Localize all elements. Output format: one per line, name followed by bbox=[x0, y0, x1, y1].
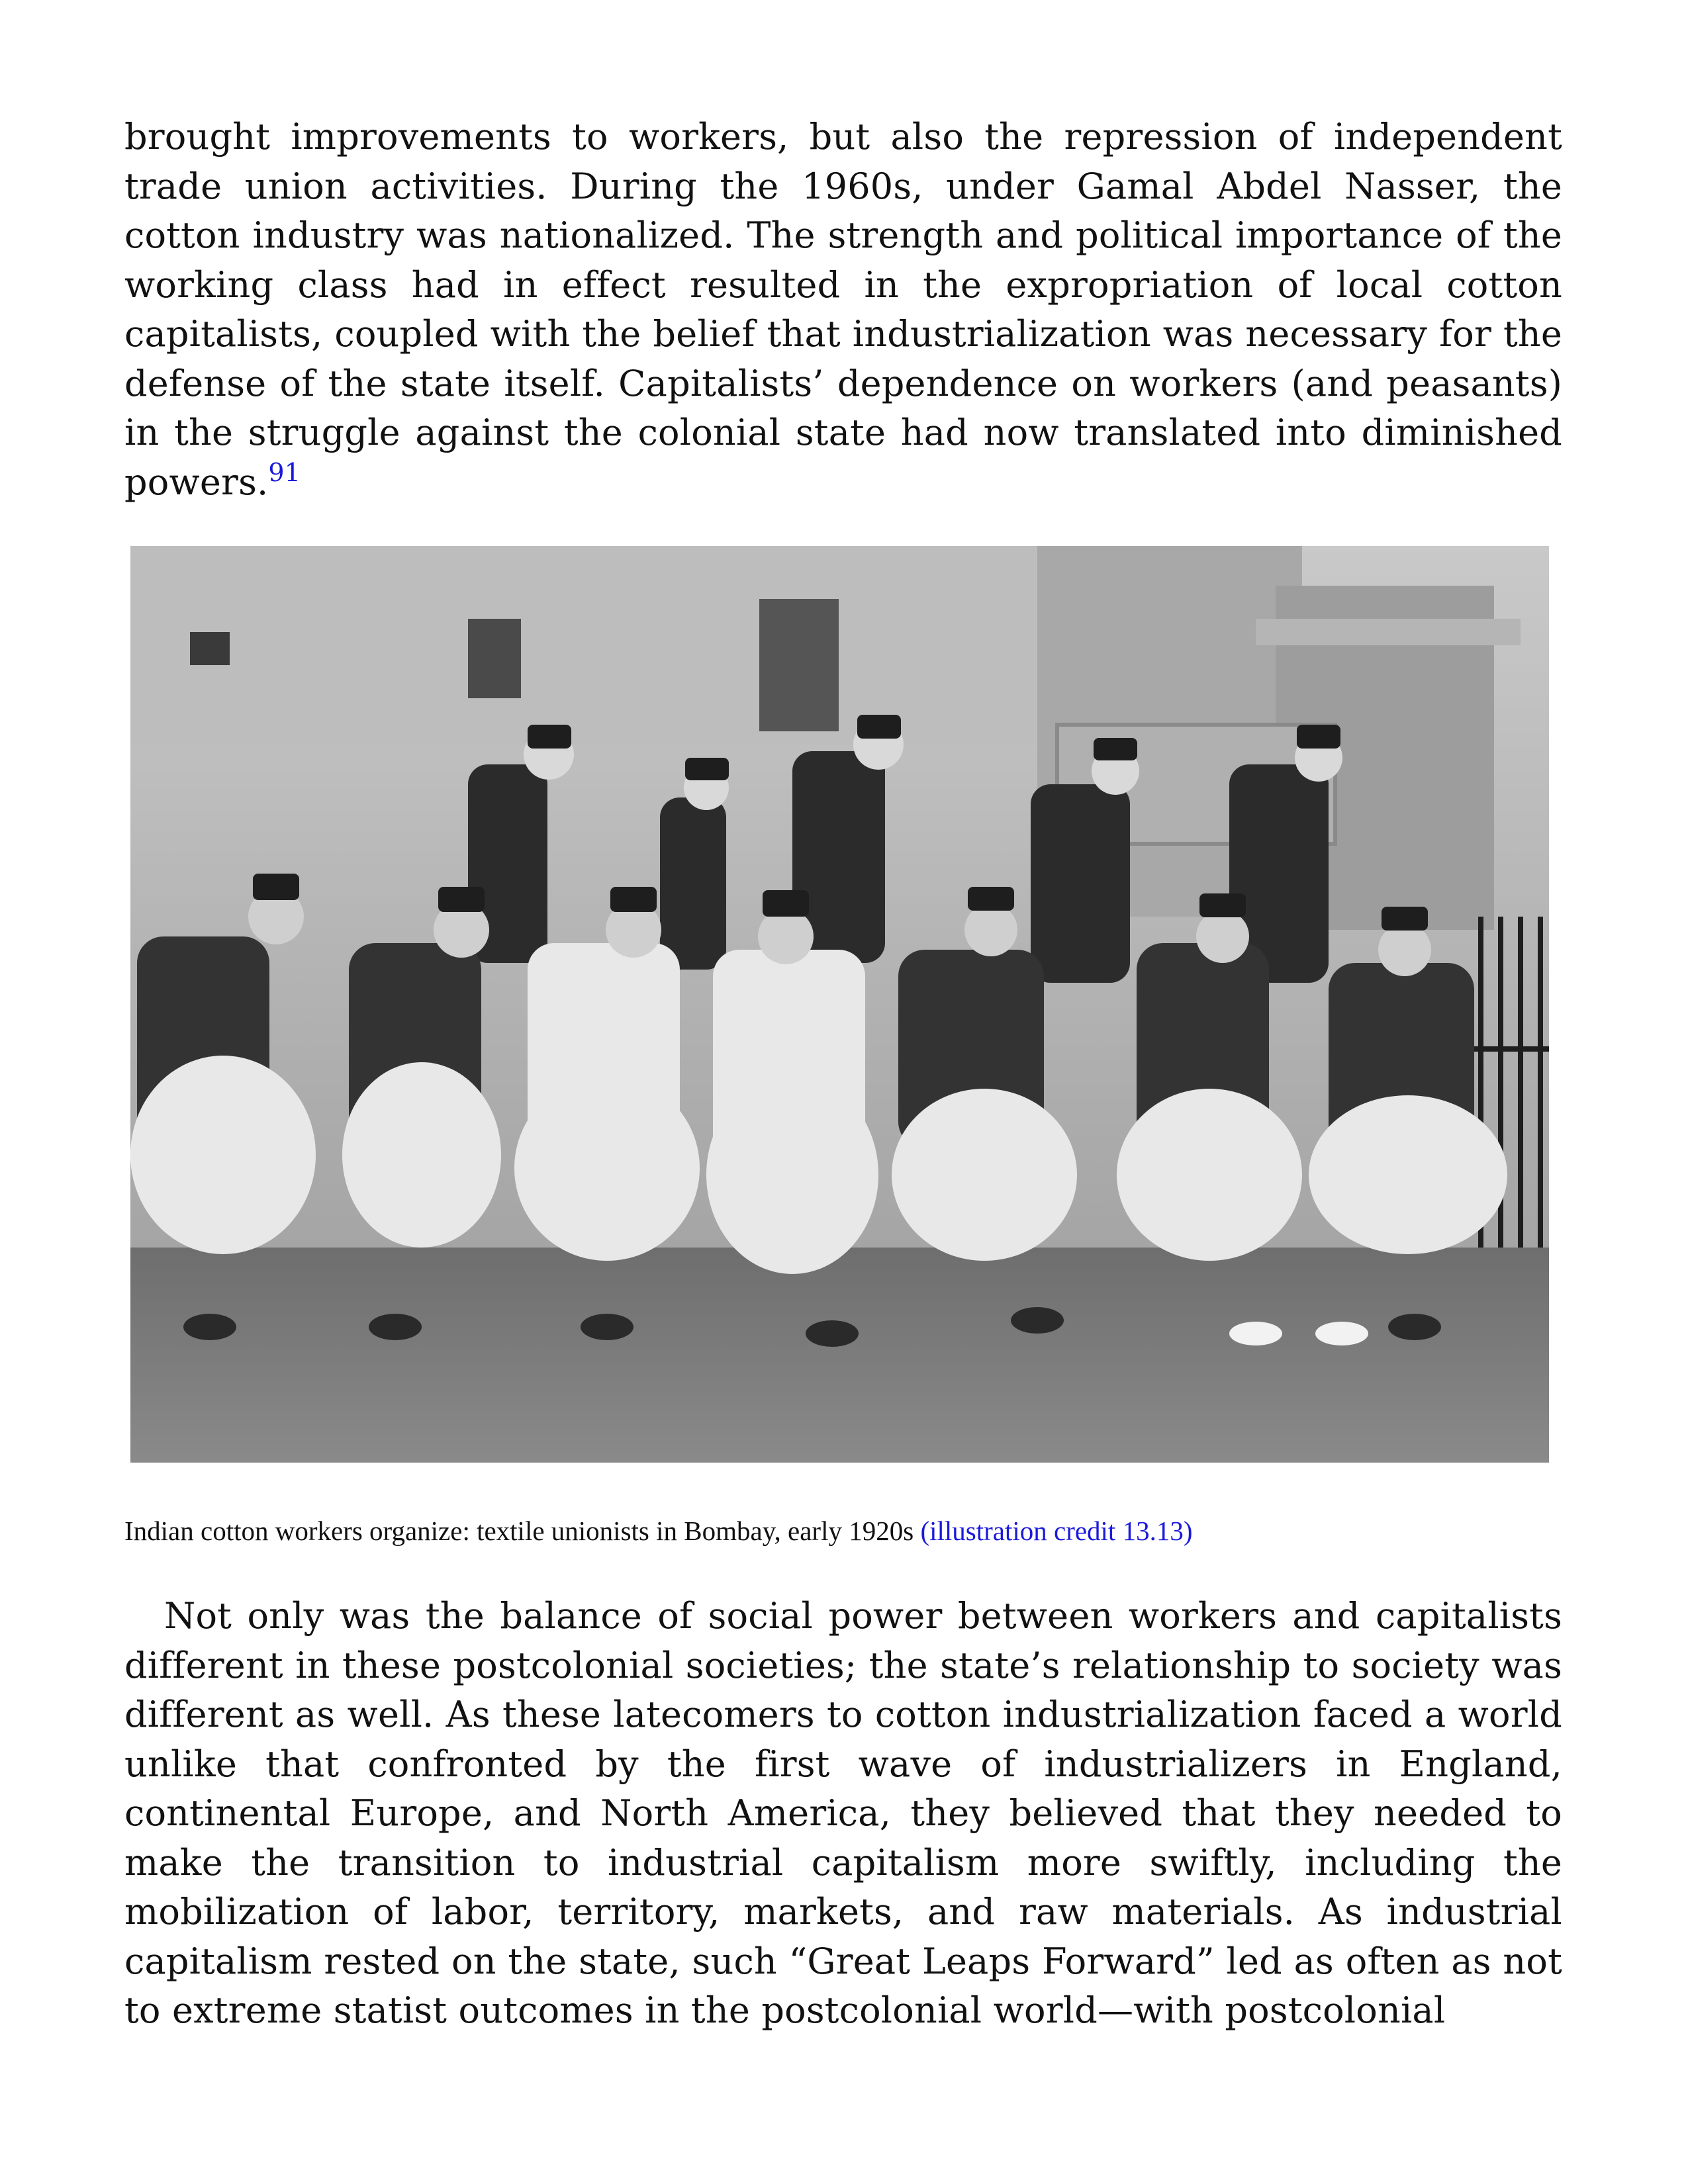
caption-text: Indian cotton workers organize: textile unionists in Bombay, early 1920s bbox=[124, 1516, 914, 1546]
figure-caption bbox=[124, 1512, 1581, 1549]
group-photo bbox=[130, 546, 1549, 1463]
footnote-link[interactable]: 91 bbox=[268, 457, 301, 487]
paragraph-text: brought improvements to workers, but also the repression of independent trade union activities. During the 1960s, under Gamal Abdel Nasser, the cotton industry was nationalized. The strength and political importance of the working class had in effect resulted in the expropriation of local cotton capitalists, coupled with the belief that industrialization was necessary for the defense of the state itself. Capitalists’ dependence on workers (and peasants) in the struggle against the colonial state had now translated into diminished powers. bbox=[124, 116, 1562, 503]
body-paragraph-1 bbox=[124, 113, 1562, 507]
illustration-credit-link[interactable]: (illustration credit 13.13) bbox=[920, 1516, 1193, 1546]
body-paragraph-2 bbox=[124, 1592, 1562, 2036]
paragraph-text: Not only was the balance of social power between workers and capitalists different in these postcolonial societies; the state’s relationship to society was different as well. As these latecomers to cotton industrialization faced a world unlike that confronted by the first wave of industrializers in England, continental Europe, and North America, they believed that they needed to make the transition to industrial capitalism more swiftly, including the mobilization of labor, territory, markets, and raw materials. As industrial capitalism rested on the state, such “Great Leaps Forward” led as often as not to extreme statist outcomes in the postcolonial world—with postcolonial bbox=[124, 1595, 1562, 2031]
